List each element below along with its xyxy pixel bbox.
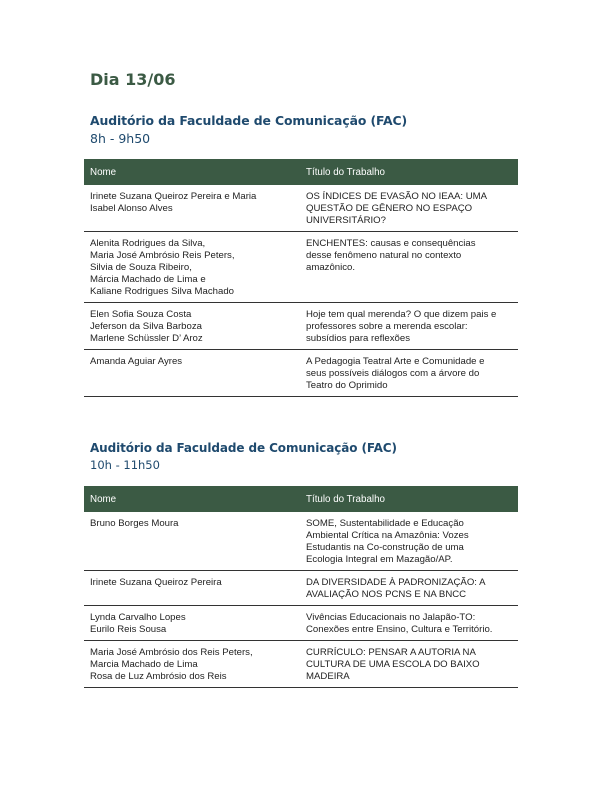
column-header-title: Título do Trabalho [300,159,518,185]
work-title-cell: OS ÍNDICES DE EVASÃO NO IEAA: UMA QUESTÃO DE GÊNERO NO ESPAÇO UNIVERSITÁRIO? [300,185,518,232]
work-title-cell: CURRÍCULO: PENSAR A AUTORIA NA CULTURA DE UMA ESCOLA DO BAIXO MADEIRA [300,641,518,688]
column-header-name: Nome [84,159,300,185]
session-1-header [90,113,518,146]
work-title-cell: A Pedagogia Teatral Arte e Comunidade e seus possíveis diálogos com a árvore do Teatro do Oprimido [300,350,518,397]
table-row [84,606,518,641]
author-cell: Maria José Ambrósio dos Reis Peters, Marcia Machado de Lima Rosa de Luz Ambrósio dos Reis [84,641,300,688]
session-1-venue: Auditório da Faculdade de Comunicação (FAC) [90,113,408,128]
table-row [84,350,518,397]
table-row [84,185,518,232]
table-row [84,303,518,350]
table-header-row [84,159,518,185]
author-cell: Amanda Aguiar Ayres [84,350,300,397]
work-title-cell: DA DIVERSIDADE À PADRONIZAÇÃO: A AVALIAÇÃO NOS PCNS E NA BNCC [300,571,518,606]
work-title-cell: Hoje tem qual merenda? O que dizem pais e professores sobre a merenda escolar: subsídios para reflexões [300,303,518,350]
session-2-header [90,441,518,472]
day-title: Dia 13/06 [90,70,176,89]
author-cell: Irinete Suzana Queiroz Pereira [84,571,300,606]
column-header-title: Título do Trabalho [300,486,518,512]
table-row [84,232,518,303]
table-row [84,571,518,606]
session-2-table [84,486,518,688]
author-cell: Lynda Carvalho Lopes Eurilo Reis Sousa [84,606,300,641]
work-title-cell: Vivências Educacionais no Jalapão-TO: Conexões entre Ensino, Cultura e Território. [300,606,518,641]
author-cell: Alenita Rodrigues da Silva, Maria José Ambrósio Reis Peters, Silvia de Souza Ribeiro, Márcia Machado de Lima e Kaliane Rodrigues Silva Machado [84,232,300,303]
author-cell: Irinete Suzana Queiroz Pereira e Maria Isabel Alonso Alves [84,185,300,232]
work-title-cell: SOME, Sustentabilidade e Educação Ambiental Crítica na Amazônia: Vozes Estudantis na Co-construção de uma Ecologia Integral em Mazagão/AP. [300,512,518,571]
column-header-name: Nome [84,486,300,512]
table-row [84,512,518,571]
session-1-table [84,159,518,397]
author-cell: Elen Sofia Souza Costa Jeferson da Silva Barboza Marlene Schüssler D’ Aroz [84,303,300,350]
table-header-row [84,486,518,512]
session-1-time: 8h - 9h50 [90,131,151,146]
table-row [84,641,518,688]
session-2-time: 10h - 11h50 [90,458,160,472]
author-cell: Bruno Borges Moura [84,512,300,571]
session-2-venue: Auditório da Faculdade de Comunicação (FAC) [90,441,397,455]
work-title-cell: ENCHENTES: causas e consequências desse fenômeno natural no contexto amazônico. [300,232,518,303]
